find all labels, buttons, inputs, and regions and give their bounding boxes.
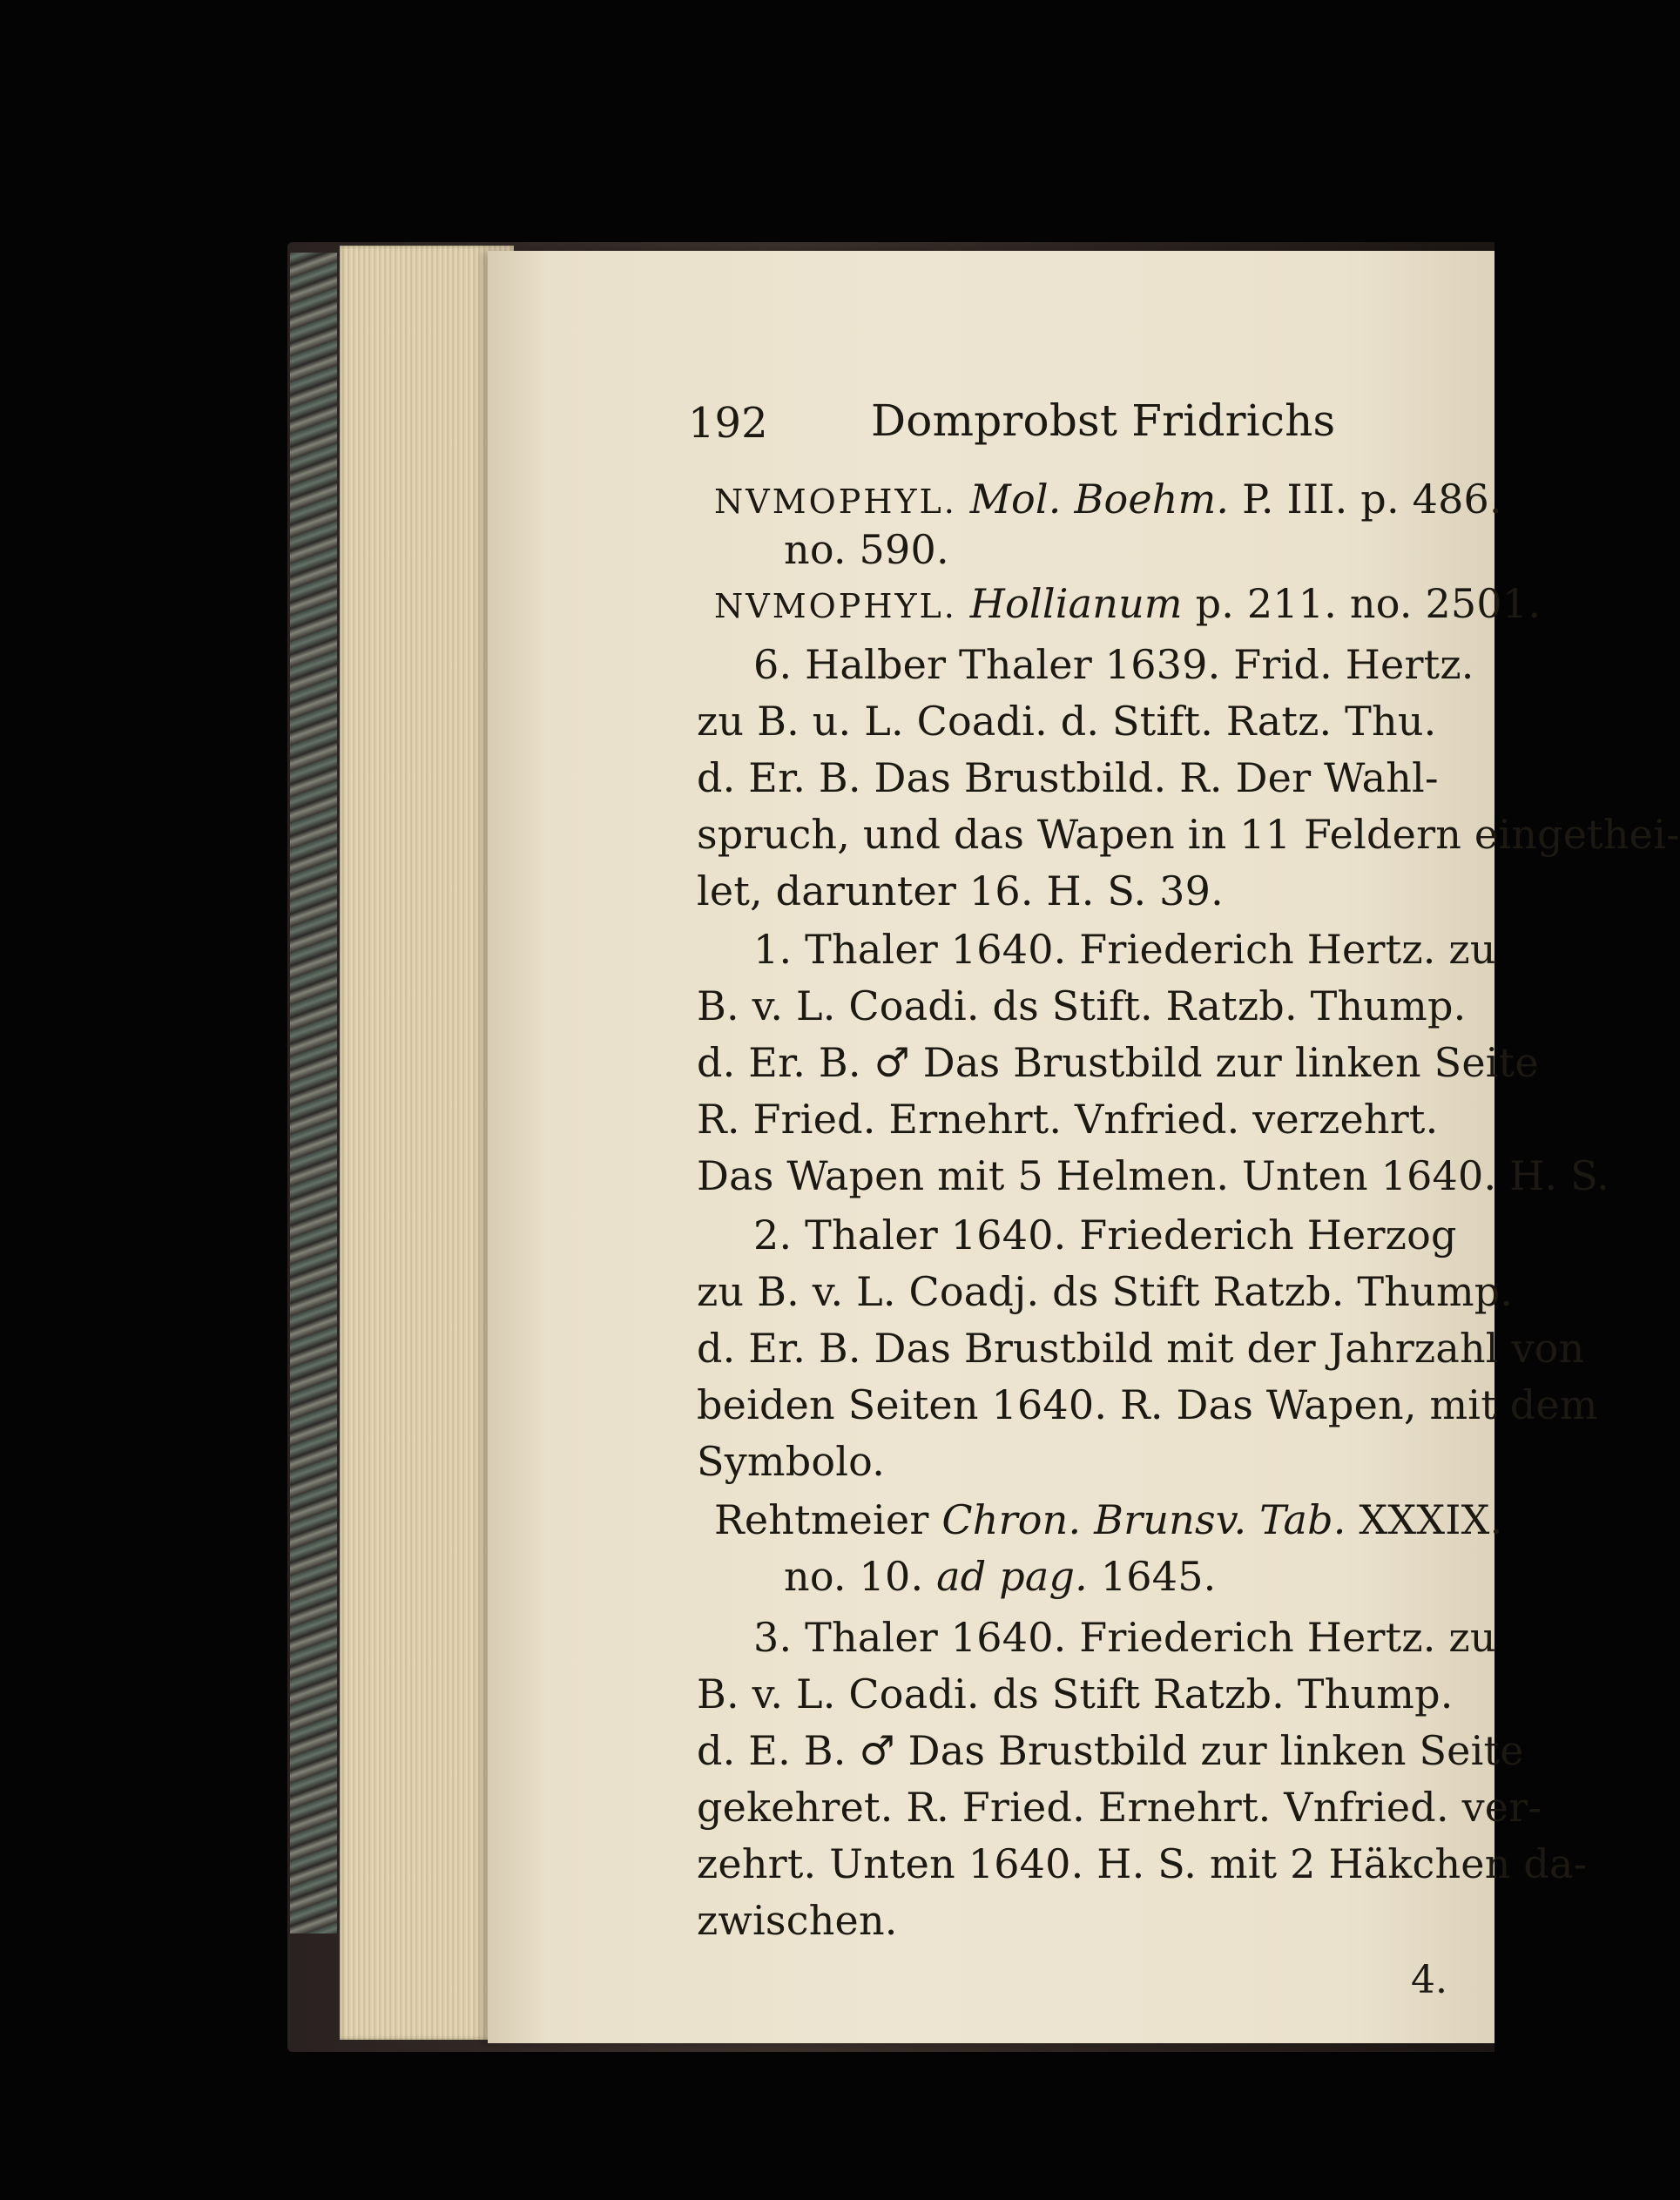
book-page bbox=[488, 251, 1680, 2043]
text-line-20: no. 10. ad pag. 1645. bbox=[784, 1553, 1217, 1600]
text-line-14: 2. Thaler 1640. Friederich Herzog bbox=[753, 1211, 1457, 1259]
text-line-2: no. 590. bbox=[784, 526, 949, 573]
text-line-23: d. E. B. ♂ Das Brustbild zur linken Seite bbox=[697, 1727, 1524, 1774]
text-line-25: zehrt. Unten 1640. H. S. mit 2 Häkchen da- bbox=[697, 1840, 1588, 1887]
text-line-8: let, darunter 16. H. S. 39. bbox=[697, 867, 1224, 914]
text-line-1: NVMOPHYL. Mol. Boehm. P. III. p. 486. bbox=[714, 476, 1502, 523]
text-line-5: zu B. u. L. Coadi. d. Stift. Ratz. Thu. bbox=[697, 698, 1437, 745]
text-line-24: gekehret. R. Fried. Ernehrt. Vnfried. ver- bbox=[697, 1784, 1542, 1831]
text-line-10: B. v. L. Coadi. ds Stift. Ratzb. Thump. bbox=[697, 982, 1467, 1029]
text-line-9: 1. Thaler 1640. Friederich Hertz. zu bbox=[753, 926, 1496, 973]
text-line-12: R. Fried. Ernehrt. Vnfried. verzehrt. bbox=[697, 1096, 1439, 1143]
text-line-3: NVMOPHYL. Hollianum p. 211. no. 2501. bbox=[714, 580, 1542, 627]
text-line-11: d. Er. B. ♂ Das Brustbild zur linken Seite bbox=[697, 1039, 1539, 1086]
text-line-16: d. Er. B. Das Brustbild mit der Jahrzahl von bbox=[697, 1325, 1585, 1372]
text-line-22: B. v. L. Coadi. ds Stift Ratzb. Thump. bbox=[697, 1670, 1454, 1717]
text-line-6: d. Er. B. Das Brustbild. R. Der Wahl- bbox=[697, 754, 1439, 801]
text-line-7: spruch, und das Wapen in 11 Feldern eingethei- bbox=[697, 811, 1680, 858]
marbled-edge bbox=[290, 253, 337, 1933]
text-line-26: zwischen. bbox=[697, 1897, 898, 1944]
running-head: Domprobst Fridrichs bbox=[871, 395, 1336, 446]
text-line-19: Rehtmeier Chron. Brunsv. Tab. XXXIX. bbox=[714, 1496, 1503, 1543]
text-line-13: Das Wapen mit 5 Helmen. Unten 1640. H. S. bbox=[697, 1152, 1609, 1199]
text-line-4: 6. Halber Thaler 1639. Frid. Hertz. bbox=[753, 641, 1474, 688]
text-line-15: zu B. v. L. Coadj. ds Stift Ratzb. Thump. bbox=[697, 1268, 1514, 1315]
text-line-18: Symbolo. bbox=[697, 1438, 886, 1485]
text-line-21: 3. Thaler 1640. Friederich Hertz. zu bbox=[753, 1614, 1496, 1661]
text-line-17: beiden Seiten 1640. R. Das Wapen, mit dem bbox=[697, 1381, 1598, 1428]
page-number: 192 bbox=[688, 399, 768, 448]
catchword: 4. bbox=[1411, 1958, 1447, 2002]
